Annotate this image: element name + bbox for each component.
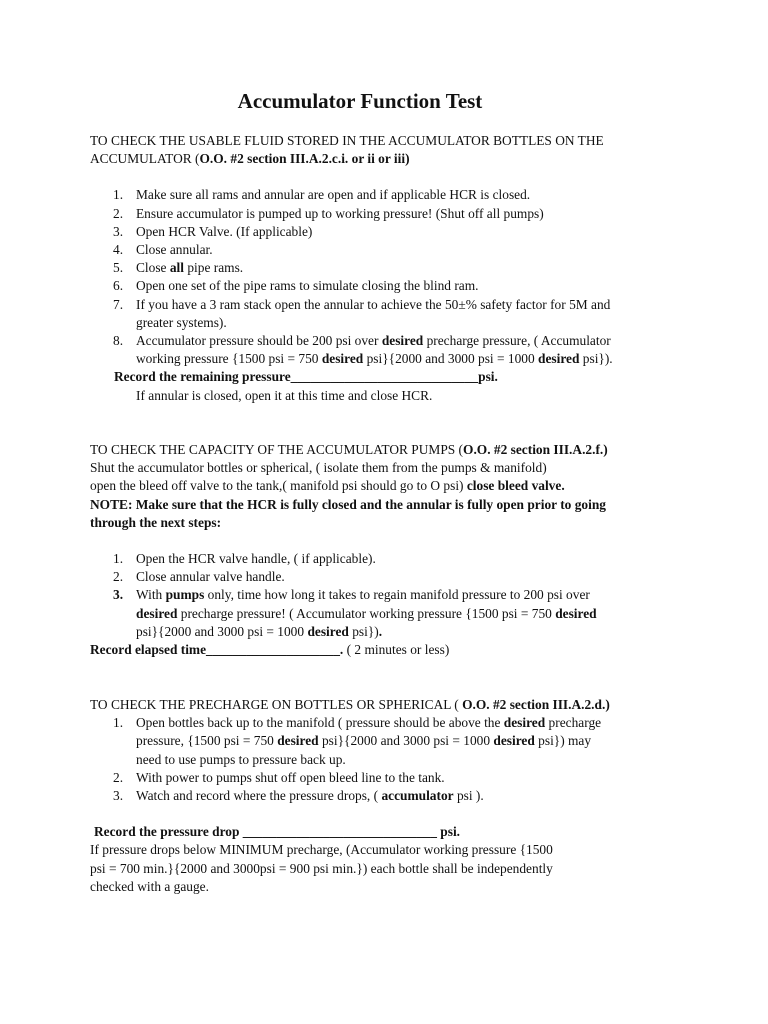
list-item: 6. Open one set of the pipe rams to simulate closing the blind ram. bbox=[113, 278, 479, 294]
item-emphasis: desired bbox=[555, 605, 597, 621]
paragraph-line: Shut the accumulator bottles or spherical, ( isolate them from the pumps & manifold) bbox=[90, 460, 547, 476]
item-text: With bbox=[136, 587, 166, 603]
item-text: precharge pressure! ( Accumulator working pressure {1500 psi = 750 bbox=[177, 605, 556, 621]
item-text: With power to pumps shut off open bleed line to the tank. bbox=[136, 769, 445, 785]
item-text: Open one set of the pipe rams to simulate closing the blind ram. bbox=[136, 278, 479, 294]
item-text: Make sure all rams and annular are open and if applicable HCR is closed. bbox=[136, 187, 531, 203]
item-emphasis: desired bbox=[503, 715, 546, 731]
line-emphasis: close bleed valve. bbox=[466, 478, 565, 494]
section-heading bbox=[90, 132, 690, 150]
list-item: 2. Close annular valve handle. bbox=[113, 569, 285, 585]
section-heading bbox=[90, 696, 690, 714]
item-emphasis: desired bbox=[321, 351, 364, 367]
list-item: 4. Close annular. bbox=[113, 242, 213, 258]
record-line bbox=[90, 368, 690, 386]
paragraph-line: checked with a gauge. bbox=[90, 878, 209, 894]
item-text: Watch and record where the pressure drops, ( bbox=[136, 788, 382, 804]
item-text: precharge pressure, ( Accumulator bbox=[423, 333, 611, 349]
paragraph-line: If pressure drops below MINIMUM precharge, (Accumulator working pressure {1500 bbox=[90, 842, 553, 858]
paragraph-line bbox=[90, 477, 690, 495]
list-item: 1. Open the HCR valve handle, ( if applicable). bbox=[113, 551, 376, 567]
record-line bbox=[90, 641, 690, 659]
item-text: working pressure {1500 psi = 750 bbox=[136, 351, 322, 367]
list-item: 8. Accumulator pressure should be 200 psi over desired precharge pressure, ( Accumulator working pressure {1500 psi = 750 desired psi}{2000 and 3000 psi = 1000 desired psi}). bbox=[113, 333, 613, 367]
item-text: psi ). bbox=[453, 788, 484, 804]
item-emphasis: desired bbox=[136, 605, 178, 621]
item-text: psi}{2000 and 3000 psi = 1000 bbox=[318, 733, 494, 749]
section-precharge bbox=[90, 696, 690, 896]
item-emphasis: accumulator bbox=[381, 788, 454, 804]
list-item: 1. Open bottles back up to the manifold ( pressure should be above the desired precharge pressure, {1500 psi = 750 desired psi}{2000 and 3000 psi = 1000 desired psi}) may need to use pumps to pressure back up. bbox=[113, 715, 602, 767]
list-item: 2. Ensure accumulator is pumped up to working pressure! (Shut off all pumps) bbox=[113, 205, 544, 221]
note-line: NOTE: Make sure that the HCR is fully closed and the annular is fully open prior to going bbox=[90, 496, 606, 512]
item-text: only, time how long it takes to regain manifold pressure to 200 psi over bbox=[204, 587, 590, 603]
item-emphasis: desired bbox=[493, 733, 535, 749]
section-note: If annular is closed, open it at this time and close HCR. bbox=[136, 387, 433, 403]
record-label: Record the remaining pressure____________________________psi. bbox=[114, 369, 498, 385]
item-emphasis: desired bbox=[277, 733, 319, 749]
heading-line: TO CHECK THE USABLE FLUID STORED IN THE ACCUMULATOR BOTTLES ON THE bbox=[90, 133, 604, 148]
page-title: Accumulator Function Test bbox=[237, 89, 483, 113]
item-text: Accumulator pressure should be 200 psi over bbox=[136, 333, 382, 349]
item-text: Ensure accumulator is pumped up to working pressure! (Shut off all pumps) bbox=[136, 205, 544, 221]
item-emphasis: desired bbox=[538, 351, 580, 367]
item-emphasis: . bbox=[378, 623, 383, 639]
section-pump-capacity bbox=[90, 441, 690, 659]
heading-line: ACCUMULATOR ( bbox=[90, 151, 200, 167]
record-label: Record elapsed time____________________. bbox=[90, 642, 344, 658]
list-item: 1. Make sure all rams and annular are open and if applicable HCR is closed. bbox=[113, 187, 531, 203]
item-emphasis: pumps bbox=[165, 587, 205, 603]
item-text: pressure, {1500 psi = 750 bbox=[136, 733, 278, 749]
item-text: pipe rams. bbox=[184, 260, 244, 276]
item-text: Close bbox=[136, 260, 170, 276]
item-text: psi}) may bbox=[534, 733, 592, 749]
section-reference: O.O. #2 section III.A.2.f.) bbox=[463, 442, 608, 457]
section-reference: O.O. #2 section III.A.2.c.i. or ii or iii) bbox=[199, 151, 410, 167]
note-line: through the next steps: bbox=[90, 514, 222, 530]
record-line bbox=[90, 823, 690, 841]
heading-line: TO CHECK THE PRECHARGE ON BOTTLES OR SPHERICAL ( bbox=[90, 697, 463, 712]
list-item: 2. With power to pumps shut off open bleed line to the tank. bbox=[113, 769, 445, 785]
section-heading bbox=[90, 150, 690, 168]
heading-line: TO CHECK THE CAPACITY OF THE ACCUMULATOR PUMPS ( bbox=[90, 442, 464, 457]
item-emphasis: desired bbox=[307, 623, 349, 639]
item-text: psi}{2000 and 3000 psi = 1000 bbox=[136, 623, 308, 639]
item-text: Open bottles back up to the manifold ( pressure should be above the bbox=[136, 715, 504, 731]
section-usable-fluid bbox=[90, 132, 690, 405]
section-heading bbox=[90, 441, 690, 459]
item-text: psi}). bbox=[579, 351, 613, 367]
item-text: If you have a 3 ram stack open the annular to achieve the 50±% safety factor for 5M and bbox=[136, 296, 611, 312]
list-item: 3. Open HCR Valve. (If applicable) bbox=[113, 223, 313, 239]
record-hint: ( 2 minutes or less) bbox=[343, 642, 450, 658]
item-text: psi}) bbox=[348, 623, 379, 639]
paragraph-line: psi = 700 min.}{2000 and 3000psi = 900 psi min.}) each bottle shall be independently bbox=[90, 860, 553, 876]
item-text: psi}{2000 and 3000 psi = 1000 bbox=[363, 351, 539, 367]
item-text: greater systems). bbox=[136, 314, 227, 330]
item-text: precharge bbox=[545, 715, 602, 731]
item-text: Open the HCR valve handle, ( if applicable). bbox=[136, 551, 376, 567]
list-item: 3. With pumps only, time how long it takes to regain manifold pressure to 200 psi over desired precharge pressure! ( Accumulator working pressure {1500 psi = 750 desired psi}{2000 and 3000 psi = 1000 desired psi}). bbox=[113, 587, 597, 639]
item-text: Close annular. bbox=[136, 242, 213, 258]
list-item: 5. Close all pipe rams. bbox=[113, 260, 244, 276]
note bbox=[90, 496, 690, 532]
item-text: Close annular valve handle. bbox=[136, 569, 285, 585]
list-item: 3. Watch and record where the pressure drops, ( accumulator psi ). bbox=[113, 788, 484, 804]
section-reference: O.O. #2 section III.A.2.d.) bbox=[462, 697, 610, 712]
record-label: Record the pressure drop _____________________________ psi. bbox=[94, 824, 461, 840]
item-emphasis: desired bbox=[381, 333, 424, 349]
item-emphasis: all bbox=[169, 260, 184, 276]
list-item: 7. If you have a 3 ram stack open the annular to achieve the 50±% safety factor for 5M and greater systems). bbox=[113, 296, 611, 330]
item-text: need to use pumps to pressure back up. bbox=[136, 751, 346, 767]
item-text: Open HCR Valve. (If applicable) bbox=[136, 223, 313, 239]
line-text: open the bleed off valve to the tank,( manifold psi should go to O psi) bbox=[90, 478, 467, 494]
